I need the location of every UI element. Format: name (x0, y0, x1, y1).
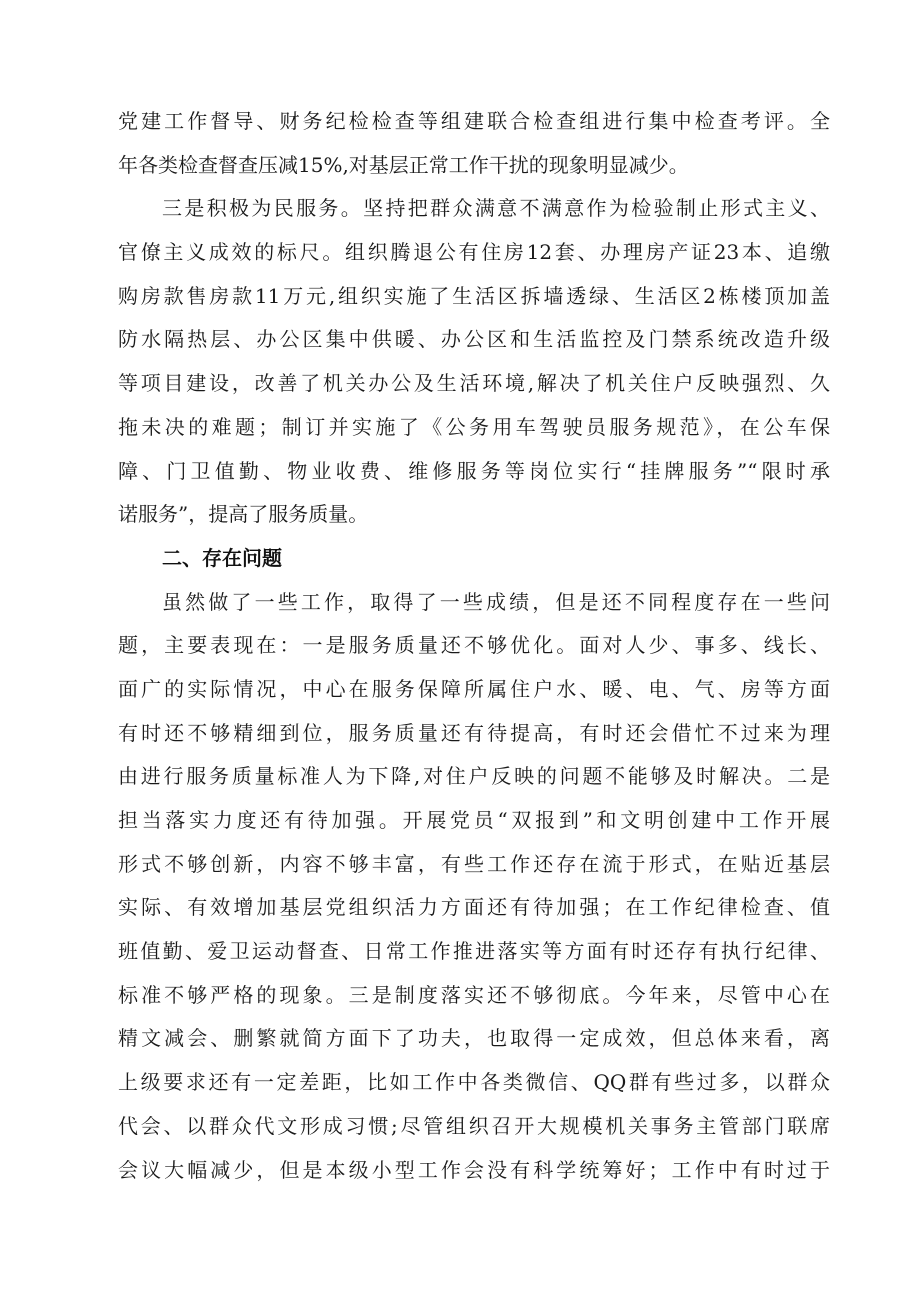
paragraph-line: 官僚主义成效的标尺。组织腾退公有住房12套、办理房产证23本、追缴 (118, 240, 830, 265)
paragraph-line: 拖未决的难题；制订并实施了《公务用车驾驶员服务规范》，在公车保 (118, 414, 830, 439)
paragraph-line: 购房款售房款11万元,组织实施了生活区拆墙透绿、生活区2栋楼顶加盖 (118, 283, 830, 308)
paragraph-line: 由进行服务质量标准人为下降,对住户反映的问题不能够及时解决。二是 (118, 764, 830, 789)
paragraph-line: 标准不够严格的现象。三是制度落实还不够彻底。今年来，尽管中心在 (118, 982, 830, 1007)
paragraph-line: 题，主要表现在：一是服务质量还不够优化。面对人少、事多、线长、 (118, 633, 830, 658)
paragraph-line: 实际、有效增加基层党组织活力方面还有待加强；在工作纪律检查、值 (118, 895, 830, 920)
paragraph-line: 会议大幅减少，但是本级小型工作会没有科学统筹好；工作中有时过于 (118, 1157, 830, 1182)
paragraph-line: 防水隔热层、办公区集中供暖、办公区和生活监控及门禁系统改造升级 (118, 327, 830, 352)
paragraph-line: 等项目建设，改善了机关办公及生活环境,解决了机关住户反映强烈、久 (118, 371, 830, 396)
document-body (118, 100, 830, 1192)
paragraph-line: 面广的实际情况，中心在服务保障所属住户水、暖、电、气、房等方面 (118, 676, 830, 701)
paragraph-line: 代会、以群众代文形成习惯;尽管组织召开大规模机关事务主管部门联席 (118, 1113, 830, 1138)
paragraph-line: 障、门卫值勤、物业收费、维修服务等岗位实行“挂牌服务”“限时承 (118, 458, 830, 483)
paragraph-line: 党建工作督导、财务纪检检查等组建联合检查组进行集中检查考评。全 (118, 109, 830, 133)
paragraph-line: 诺服务”，提高了服务质量。 (118, 502, 369, 527)
paragraph-line: 班值勤、爱卫运动督查、日常工作推进落实等方面有时还存有执行纪律、 (118, 939, 830, 964)
paragraph-line: 形式不够创新，内容不够丰富，有些工作还存在流于形式，在贴近基层 (118, 851, 830, 876)
paragraph-line: 虽然做了一些工作，取得了一些成绩，但是还不同程度存在一些问 (162, 589, 830, 614)
paragraph-line: 担当落实力度还有待加强。开展党员“双报到”和文明创建中工作开展 (118, 808, 830, 832)
paragraph-line: 上级要求还有一定差距，比如工作中各类微信、QQ群有些过多，以群众 (118, 1070, 830, 1095)
paragraph-line: 年各类检查督查压减15%,对基层正常工作干扰的现象明显减少。 (118, 152, 689, 177)
section-heading: 二、存在问题 (162, 545, 282, 570)
paragraph-line: 有时还不够精细到位，服务质量还有待提高，有时还会借忙不过来为理 (118, 720, 830, 745)
paragraph-line: 三是积极为民服务。坚持把群众满意不满意作为检验制止形式主义、 (162, 196, 830, 221)
paragraph-line: 精文减会、删繁就简方面下了功夫，也取得一定成效，但总体来看，离 (118, 1026, 830, 1051)
